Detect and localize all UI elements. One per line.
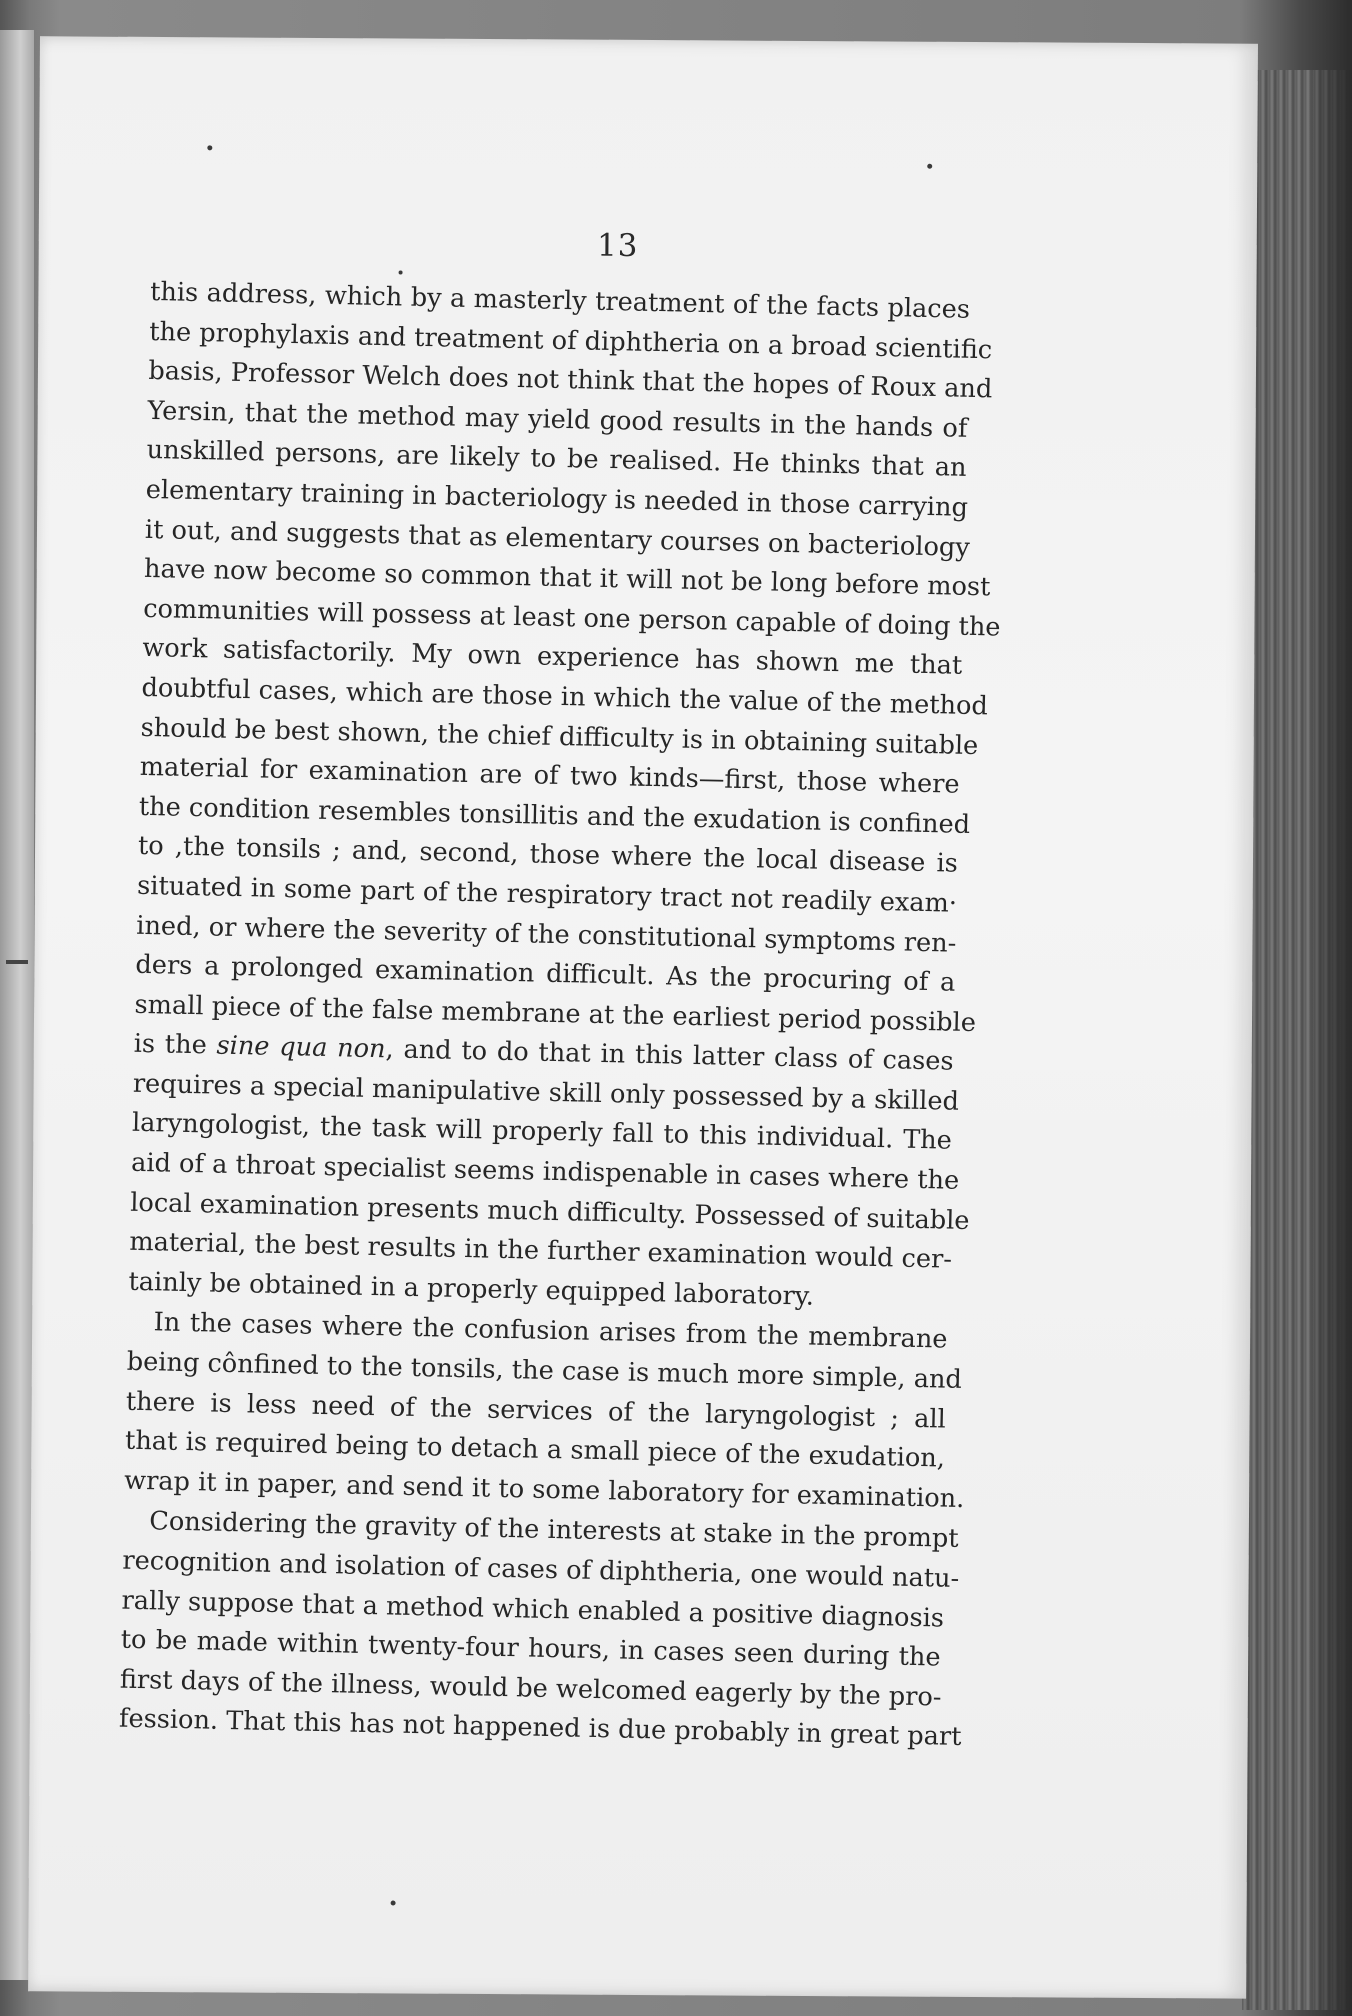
- text-line: to be made within twenty-four hours, in cases seen during the: [120, 1624, 941, 1673]
- book-page: [28, 36, 1258, 1998]
- text-line: small piece of the false membrane at the earliest period possible: [134, 989, 977, 1038]
- text-line: Yersin, that the method may yield good results in the hands of: [147, 395, 968, 444]
- text-line: work satisfactorily. My own experience has shown me that: [142, 633, 963, 682]
- text-line: requires a special manipulative skill only possessed by a skilled: [132, 1068, 960, 1117]
- body-text: [118, 273, 1001, 1758]
- text-line: it out, and suggests that as elementary courses on bacteriology: [144, 514, 971, 563]
- text-line: In the cases where the confusion arises from the membrane: [153, 1307, 948, 1356]
- text-line: to ,the tonsils ; and, second, those where the local disease is: [137, 831, 959, 880]
- paragraph-2: [123, 1303, 965, 1519]
- text-line: situated in some part of the respiratory tract not readily exam·: [136, 870, 958, 919]
- text-line: have now become so common that it will not be long before most: [143, 554, 991, 603]
- ink-speck: [399, 270, 403, 274]
- text-line: should be best shown, the chief difficulty is in obtaining suitable: [140, 712, 979, 761]
- latin-phrase: sine qua non: [216, 1030, 386, 1065]
- text-line: basis, Professor Welch does not think that the hopes of Roux and: [148, 356, 993, 405]
- text-line: is the sine qua non, and to do that in this latter class of cases: [133, 1029, 954, 1077]
- margin-mark: [6, 960, 28, 964]
- text-line: there is less need of the services of the laryngologist ; all: [125, 1386, 947, 1435]
- ink-speck: [927, 164, 932, 169]
- text-line: communities will possess at least one person capable of doing the: [142, 593, 1001, 643]
- text-line: local examination presents much difficulty. Possessed of suitable: [129, 1187, 970, 1236]
- text-line: doubtful cases, which are those in which the value of the method: [141, 672, 989, 722]
- text-line: ined, or where the severity of the constitutional symptoms ren-: [136, 910, 957, 959]
- text-line: wrap it in paper, and send it to some laboratory for examination.: [123, 1465, 965, 1514]
- ink-speck: [207, 145, 212, 150]
- book-page-edges: [1242, 70, 1352, 2010]
- text-line: the prophylaxis and treatment of diphtheria on a broad scientific: [148, 316, 993, 365]
- text-line: that is required being to detach a small piece of the exudation,: [124, 1425, 946, 1474]
- paragraph-1: [128, 273, 1001, 1320]
- text-line: being cônfined to the tonsils, the case is much more simple, and: [126, 1346, 963, 1395]
- text-line: recognition and isolation of cases of diphtheria, one would natu-: [122, 1545, 960, 1594]
- text-line: fession. That this has not happened is due probably in great part: [118, 1703, 962, 1753]
- text-line: elementary training in bacteriology is needed in those carrying: [145, 474, 969, 523]
- paragraph-3: [118, 1502, 962, 1757]
- text-line: material, the best results in the further examination would cer-: [129, 1226, 953, 1275]
- text-line: first days of the illness, would be welcomed eagerly by the pro-: [119, 1664, 942, 1713]
- page-number: 13: [596, 227, 639, 264]
- text-line: unskilled persons, are likely to be realised. He thinks that an: [146, 435, 967, 484]
- text-line: rally suppose that a method which enabled a positive diagnosis: [121, 1585, 945, 1634]
- text-line: laryngologist, the task will properly fall to this individual. The: [131, 1108, 953, 1157]
- text-line: tainly be obtained in a properly equipped laboratory.: [128, 1266, 815, 1312]
- text-line: aid of a throat specialist seems indispenable in cases where the: [130, 1147, 960, 1196]
- text-line: this address, which by a masterly treatment of the facts places: [149, 276, 971, 325]
- ink-speck: [391, 1900, 396, 1905]
- text-line: material for examination are of two kinds—first, those where: [139, 751, 960, 800]
- text-line: Considering the gravity of the interests at stake in the prompt: [149, 1506, 959, 1555]
- previous-page-edge: [0, 30, 34, 1980]
- text-line: ders a prolonged examination difficult. As the procuring of a: [135, 949, 956, 998]
- text-line: the condition resembles tonsillitis and the exudation is confined: [138, 791, 971, 840]
